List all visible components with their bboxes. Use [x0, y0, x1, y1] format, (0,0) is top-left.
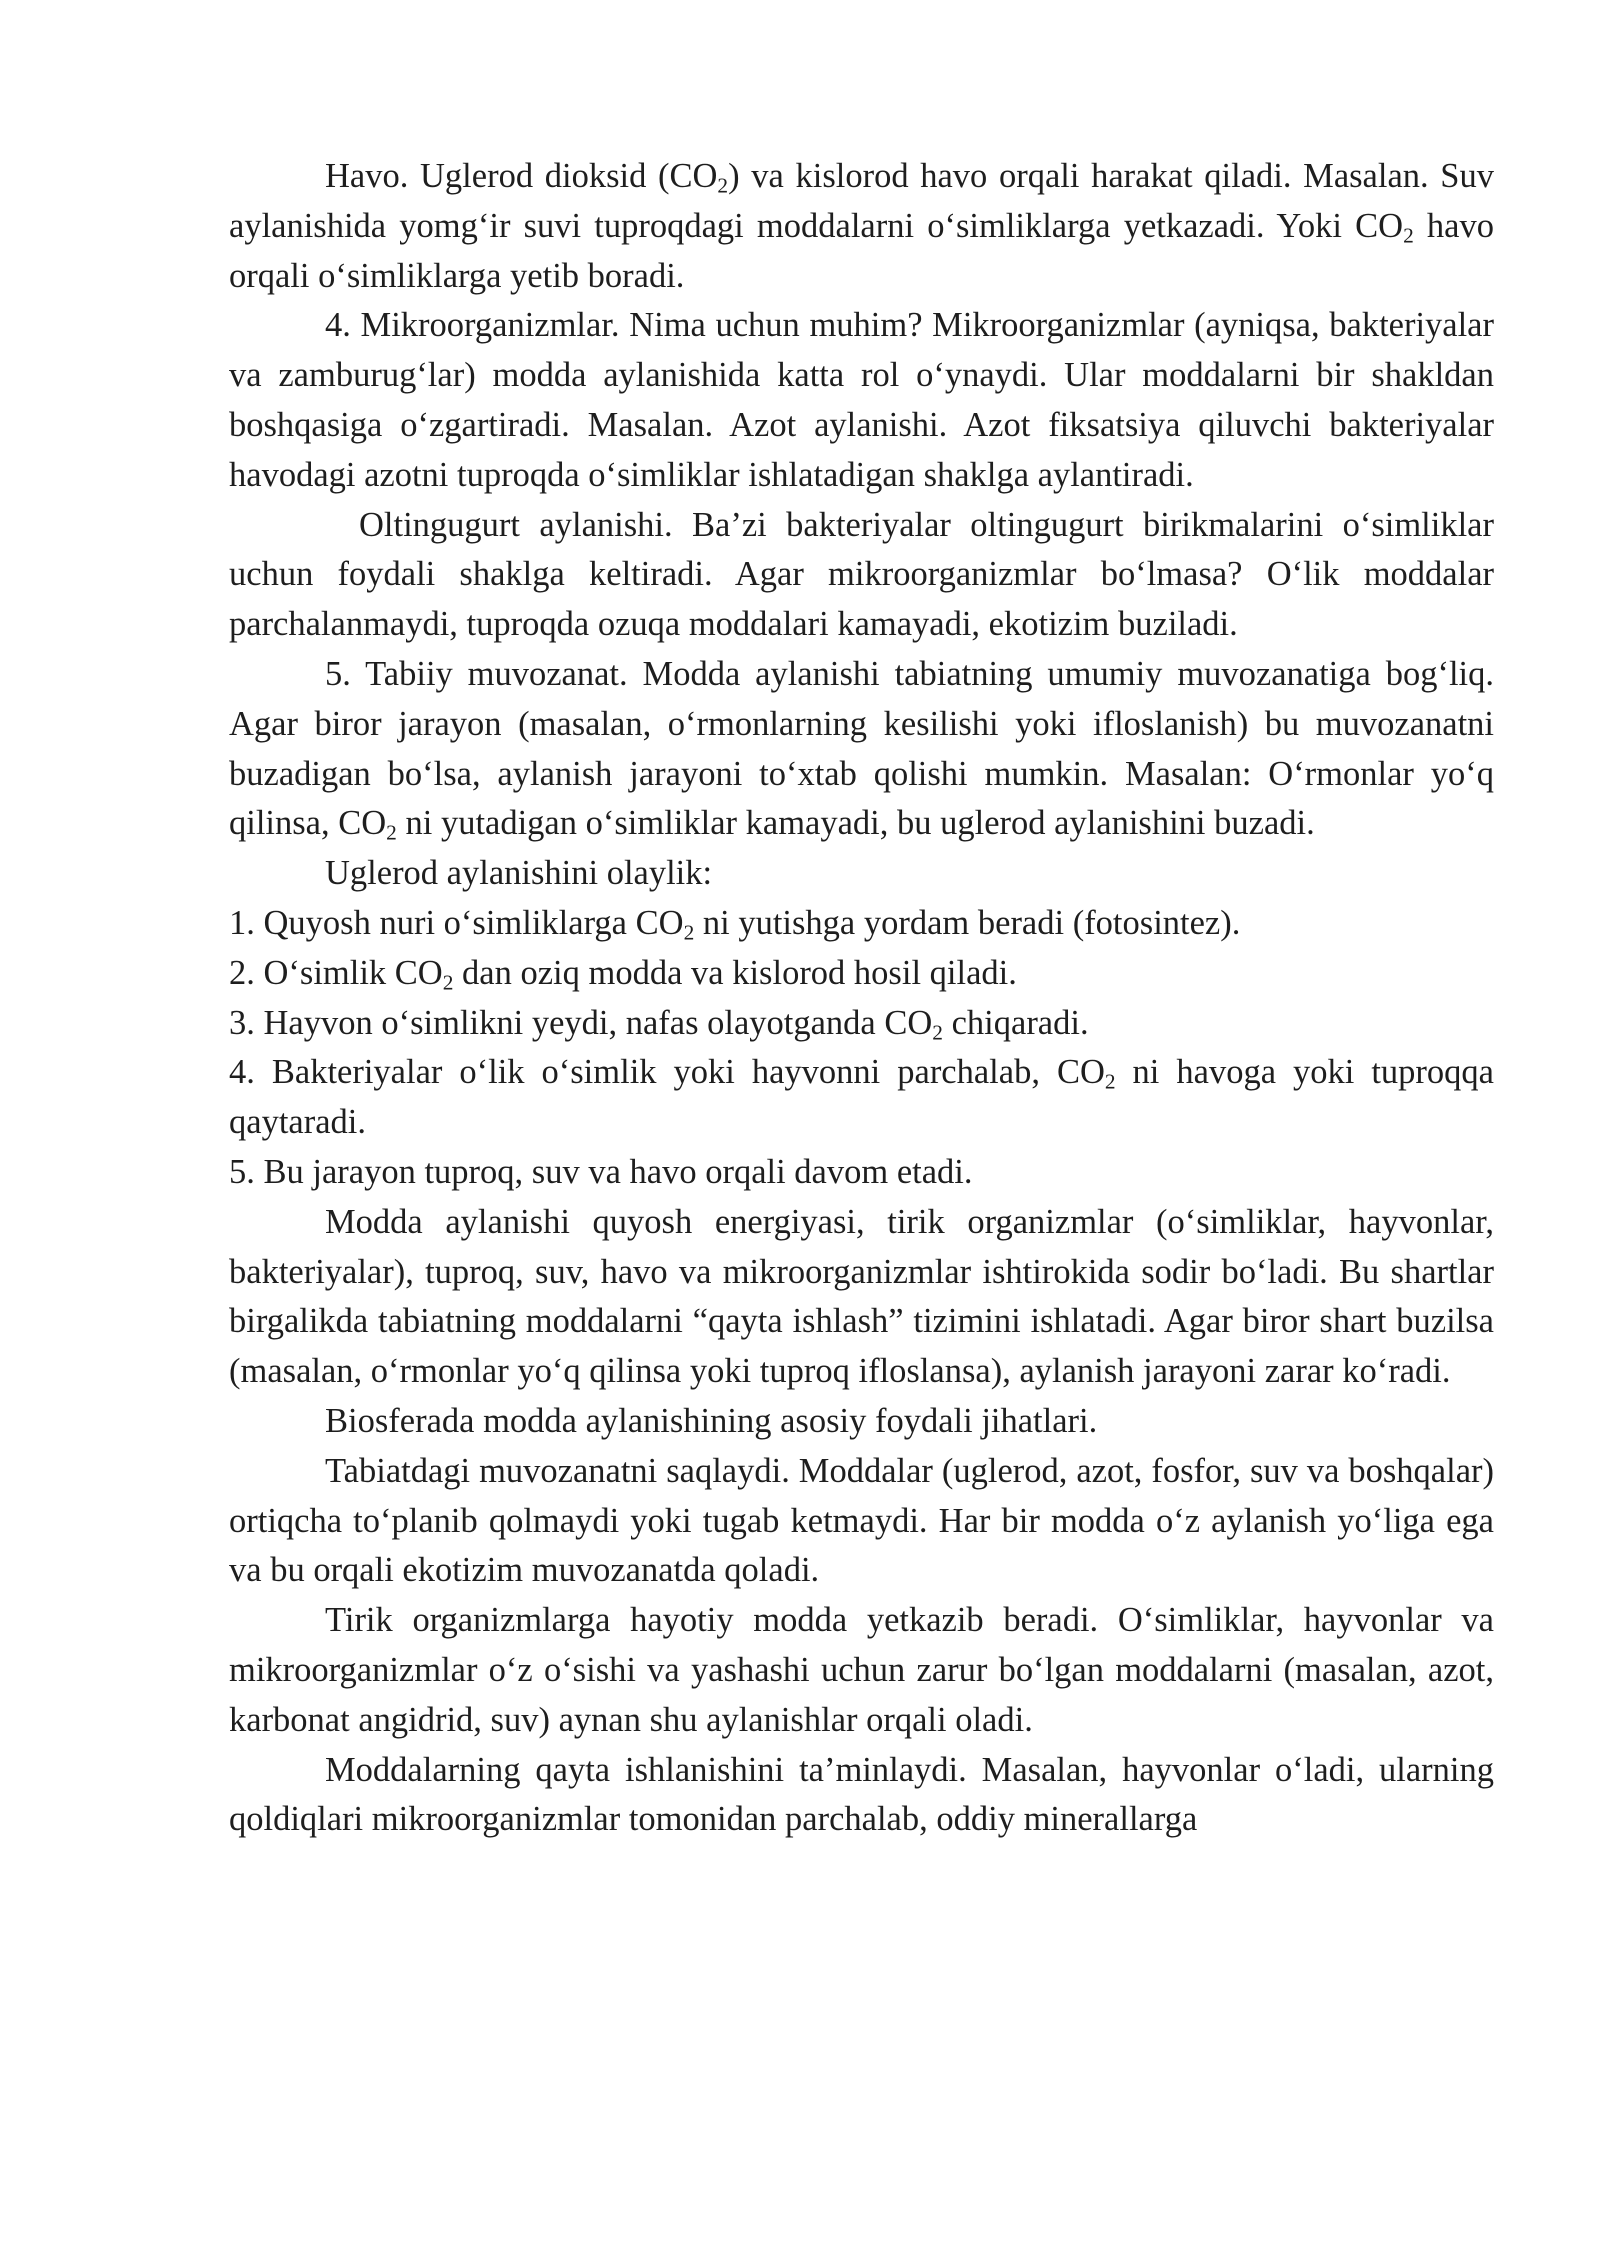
text-run: havo orqali o‘simliklarga yetib boradi.	[229, 206, 1494, 295]
paragraph	[229, 949, 1494, 999]
text-run: 5. Bu jarayon tuproq, suv va havo orqali davom etadi.	[229, 1152, 973, 1191]
paragraph	[229, 1198, 1494, 1397]
text-run: 3. Hayvon o‘simlikni yeydi, nafas olayotganda CO	[229, 1003, 933, 1042]
subscript: 2	[932, 1019, 943, 1044]
subscript: 2	[386, 820, 397, 845]
text-run: ) va kislorod havo orqali harakat qiladi. Masalan. Suv aylanishida yomg‘ir suvi tuproqdagi moddalarni o‘simliklarga yetkazadi. Yoki CO	[229, 157, 1494, 245]
text-run: Oltingugurt aylanishi. Ba’zi bakteriyalar oltingugurt birikmalarini o‘simliklar uchun foydali shaklga keltiradi. Agar mikroorganizmlar bo‘lmasa? O‘lik moddalar parchalanmaydi, tuproqda ozuqa moddalari kamayadi, ekotizim buziladi.	[229, 505, 1494, 644]
text-run: Tirik organizmlarga hayotiy modda yetkazib beradi. O‘simliklar, hayvonlar va mikroorganizmlar o‘z o‘sishi va yashashi uchun zarur bo‘lgan moddalarni (masalan, azot, karbonat angidrid, suv) aynan shu aylanishlar orqali oladi.	[229, 1601, 1494, 1739]
subscript: 2	[683, 920, 695, 945]
paragraph	[229, 152, 1494, 301]
paragraph	[229, 501, 1494, 650]
text-run: ni yutadigan o‘simliklar kamayadi, bu uglerod aylanishini buzadi.	[396, 804, 1315, 843]
text-run: 2. O‘simlik CO	[229, 953, 443, 992]
text-run: 4. Bakteriyalar o‘lik o‘simlik yoki hayvonni parchalab, CO	[229, 1053, 1105, 1092]
text-run: 5. Tabiiy muvozanat. Modda aylanishi tabiatning umumiy muvozanatiga bog‘liq. Agar biror jarayon (masalan, o‘rmonlarning kesilishi yoki ifloslanish) bu muvozanatni buzadigan bo‘lsa, aylanish jarayoni to‘xtab qolishi mumkin. Masalan: O‘rmonlar yo‘q qilinsa, CO	[229, 654, 1494, 843]
paragraph	[229, 1048, 1494, 1148]
text-run: Uglerod aylanishini olaylik:	[325, 854, 713, 893]
paragraph	[229, 1596, 1494, 1745]
subscript: 2	[442, 970, 454, 995]
paragraph	[229, 1148, 1494, 1198]
text-run: 1. Quyosh nuri o‘simliklarga CO	[229, 903, 684, 942]
text-run: chiqaradi.	[942, 1003, 1089, 1042]
paragraph	[229, 650, 1494, 849]
text-run: ni yutishga yordam beradi (fotosintez).	[694, 903, 1241, 942]
paragraph	[229, 1397, 1494, 1447]
subscript: 2	[717, 173, 729, 198]
paragraph	[229, 999, 1494, 1049]
text-run: Modda aylanishi quyosh energiyasi, tirik organizmlar (o‘simliklar, hayvonlar, bakteriyalar), tuproq, suv, havo va mikroorganizmlar ishtirokida sodir bo‘ladi. Bu shartlar birgalikda tabiatning moddalarni “qayta ishlash” tizimini ishlatadi. Agar biror shart buzilsa (masalan, o‘rmonlar yo‘q qilinsa yoki tuproq ifloslansa), aylanish jarayoni zarar ko‘radi.	[229, 1202, 1494, 1391]
paragraph	[229, 1746, 1494, 1846]
text-run: dan oziq modda va kislorod hosil qiladi.	[453, 953, 1017, 992]
text-run: Havo. Uglerod dioksid (CO	[325, 157, 718, 195]
subscript: 2	[1104, 1069, 1116, 1094]
text-run: ni havoga yoki tuproqqa qaytaradi.	[229, 1053, 1494, 1142]
text-run: Biosferada modda aylanishining asosiy foydali jihatlari.	[325, 1401, 1098, 1440]
paragraph	[229, 899, 1494, 949]
paragraph	[229, 849, 1494, 899]
text-run: Tabiatdagi muvozanatni saqlaydi. Moddalar (uglerod, azot, fosfor, suv va boshqalar) ortiqcha to‘planib qolmaydi yoki tugab ketmaydi. Har bir modda o‘z aylanish yo‘liga ega va bu orqali ekotizim muvozanatda qoladi.	[229, 1451, 1494, 1590]
text-run: 4. Mikroorganizmlar. Nima uchun muhim? Mikroorganizmlar (ayniqsa, bakteriyalar va zamburug‘lar) modda aylanishida katta rol o‘ynaydi. Ular moddalarni bir shakldan boshqasiga o‘zgartiradi. Masalan. Azot aylanishi. Azot fiksatsiya qiluvchi bakteriyalar havodagi azotni tuproqda o‘simliklar ishlatadigan shaklga aylantiradi.	[229, 306, 1494, 494]
subscript: 2	[1403, 223, 1414, 248]
paragraph	[229, 301, 1494, 500]
paragraph	[229, 1447, 1494, 1596]
document-page	[229, 152, 1494, 1845]
text-run: Moddalarning qayta ishlanishini ta’minlaydi. Masalan, hayvonlar o‘ladi, ularning qoldiqlari mikroorganizmlar tomonidan parchalab, oddiy minerallarga	[229, 1750, 1494, 1839]
